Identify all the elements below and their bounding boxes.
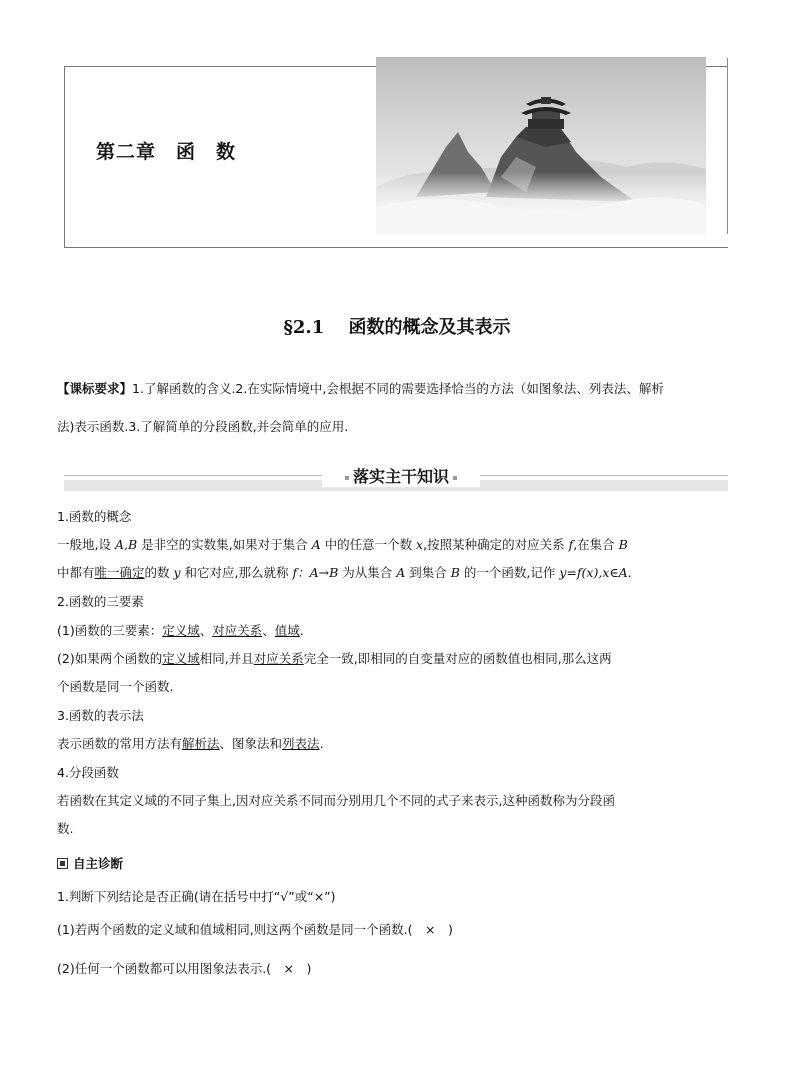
k2-line-3: 个函数是同一个函数. bbox=[57, 679, 174, 694]
diagnosis-q1-2: (2)任何一个函数都可以用图象法表示.( × ) bbox=[57, 961, 312, 976]
underlined-answer: 解析法 bbox=[182, 736, 220, 751]
k2-line-2: (2)如果两个函数的定义域相同,并且对应关系完全一致,即相同的自变量对应的函数值也相同,那么这两 bbox=[57, 651, 612, 666]
banner-divider bbox=[727, 58, 728, 234]
diagnosis-title: 自主诊断 bbox=[73, 856, 124, 871]
k3-line-1: 表示函数的常用方法有解析法、图象法和列表法. bbox=[57, 736, 324, 751]
section-heading bbox=[0, 313, 794, 339]
k2-heading: 2.函数的三要素 bbox=[57, 594, 144, 609]
requirements-label: 【课标要求】 bbox=[57, 381, 133, 396]
underlined-answer: 对应关系 bbox=[212, 623, 263, 638]
requirements-line-1 bbox=[57, 380, 747, 398]
underlined-answer: 值域 bbox=[274, 623, 300, 638]
diagnosis-heading bbox=[57, 855, 747, 873]
underlined-answer: 对应关系 bbox=[253, 651, 304, 666]
k4-line-2: 数. bbox=[57, 821, 74, 836]
band-heading bbox=[322, 464, 480, 487]
underlined-answer: 列表法 bbox=[282, 736, 320, 751]
k4-line-1: 若函数在其定义域的不同子集上,因对应关系不同而分别用几个不同的式子来表示,这种函数称为分段函 bbox=[57, 793, 615, 808]
requirements-text-1: 1.了解函数的含义.2.在实际情境中,会根据不同的需要选择恰当的方法（如图象法、列表法、解析 bbox=[132, 381, 664, 396]
dot-icon bbox=[453, 476, 457, 480]
k1-heading: 1.函数的概念 bbox=[57, 509, 132, 524]
section-title: 函数的概念及其表示 bbox=[348, 317, 511, 338]
requirements-line-2: 法)表示函数.3.了解简单的分段函数,并会简单的应用. bbox=[57, 419, 349, 434]
k4-heading: 4.分段函数 bbox=[57, 765, 119, 780]
mountain-pavilion-image bbox=[376, 57, 706, 234]
k1-paragraph-line-2: 中都有唯一确定的数 y 和它对应,那么就称 f：A→B 为从集合 A 到集合 B 的一个函数,记作 y=f(x),x∈A. bbox=[57, 565, 632, 580]
underlined-answer: 定义域 bbox=[162, 651, 200, 666]
section-number: §2.1 bbox=[283, 317, 325, 338]
band-title: 落实主干知识 bbox=[352, 467, 449, 486]
square-bullet-icon bbox=[57, 858, 68, 869]
chapter-title: 第二章 函 数 bbox=[96, 141, 237, 163]
underlined-answer: 唯一确定 bbox=[94, 565, 145, 580]
k1-paragraph-line-1: 一般地,设 A,B 是非空的实数集,如果对于集合 A 中的任意一个数 x,按照某种确定的对应关系 f,在集合 B bbox=[57, 537, 628, 552]
k3-heading: 3.函数的表示法 bbox=[57, 708, 144, 723]
underlined-answer: 定义域 bbox=[162, 623, 200, 638]
k2-line-1: (1)函数的三要素：定义域、对应关系、值域. bbox=[57, 623, 304, 638]
dot-icon bbox=[345, 476, 349, 480]
diagnosis-q1: 1.判断下列结论是否正确(请在括号中打“√”或“×”) bbox=[57, 889, 336, 904]
diagnosis-q1-1: (1)若两个函数的定义域和值域相同,则这两个函数是同一个函数.( × ) bbox=[57, 922, 453, 937]
